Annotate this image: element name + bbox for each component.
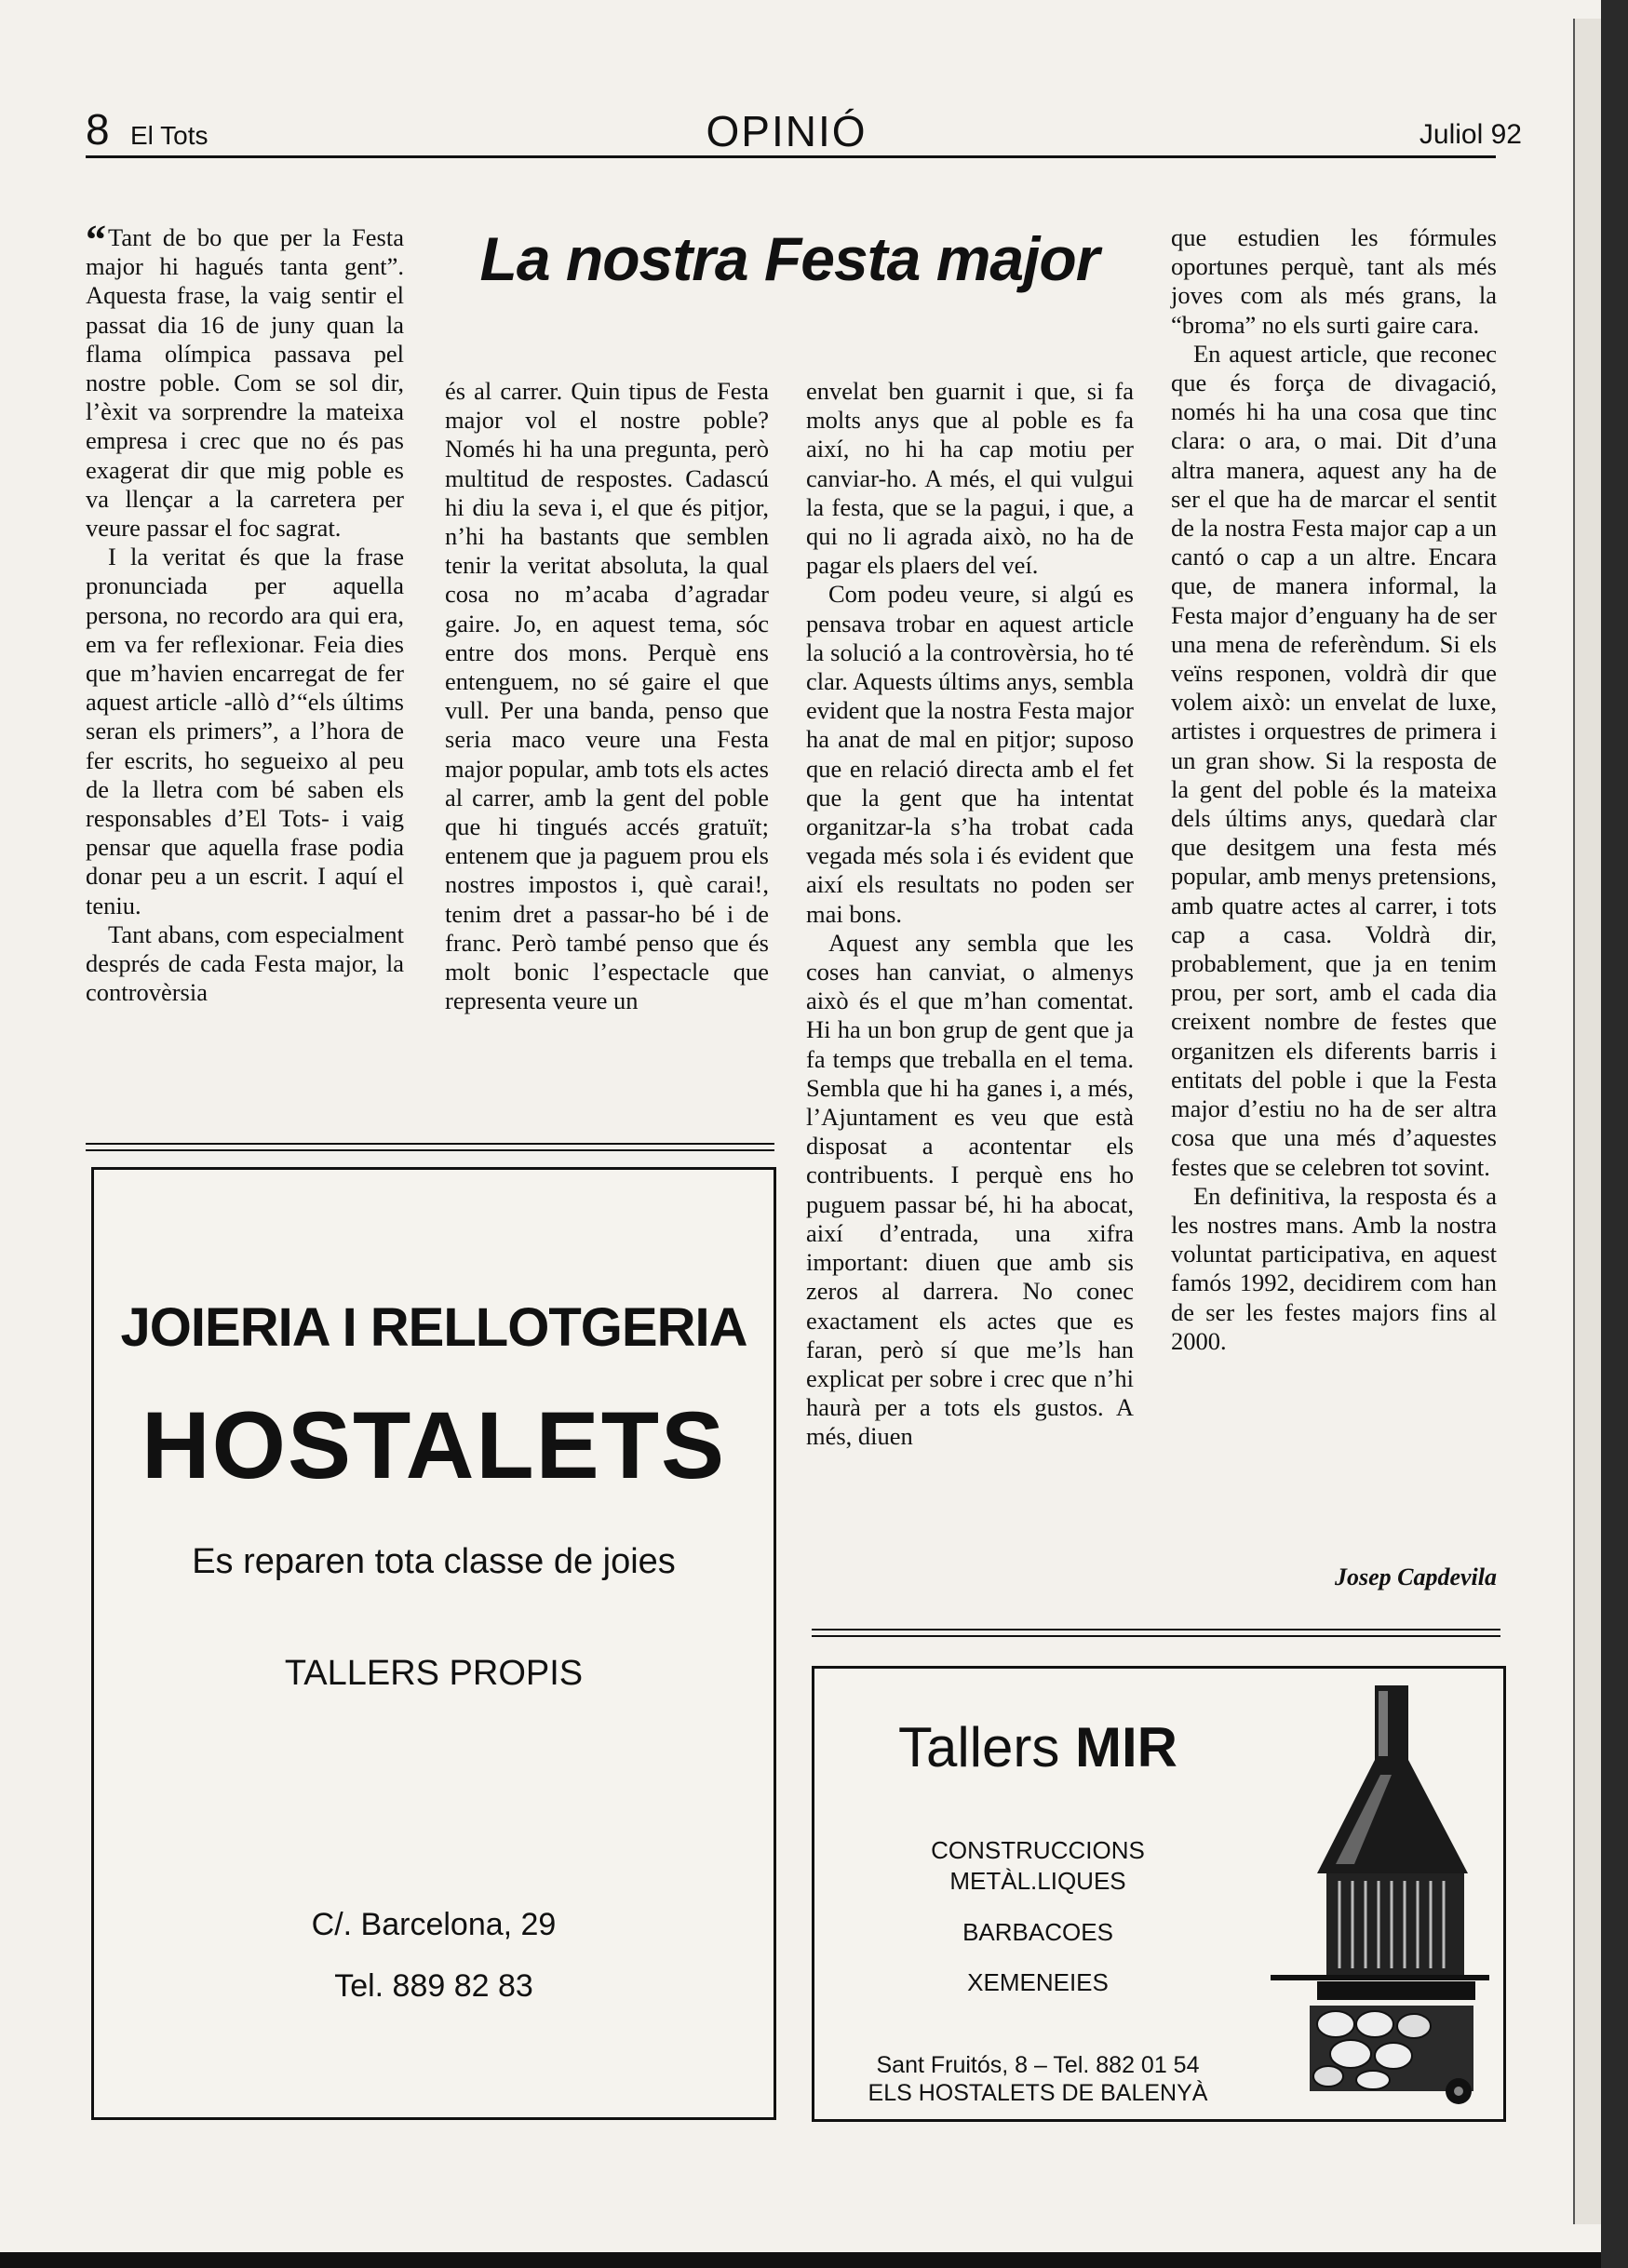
opening-quote-mark: “ (86, 217, 106, 262)
article-column-2 (445, 377, 769, 1015)
ad-service: XEMENEIES (967, 1968, 1109, 1996)
issue-date: Juliol 92 (1419, 119, 1522, 150)
article-paragraph: I la veritat és que la frase pronunciada per aquella persona, no recordo ara qui era, em va fer reflexionar. Feia dies que m’havien encarregat de fer aquest article -allò d’“els últims seran els primers”, a l’hora de fer escrits, ho segueixo al peu de la lletra com bé saben els responsables d’El Tots- i vaig pensar que aquella frase podia donar peu a un escrit. I aquí el teniu. (86, 543, 404, 919)
jewelry-advertisement (91, 1167, 776, 2120)
article-paragraph: En aquest article, que reconec que és força de divagació, només hi ha una cosa que tinc clara: o ara, o mai. Dit d’una altra manera, aquest any ha de ser el que ha de marcar el sentit de la nostra Festa major cap a un cantó o cap a un altre. Encara que, de manera informal, la Festa major d’enguany ha de ser una mena de referèndum. Si els veïns responen, voldrà dir que volem això: un envelat de luxe, artistes i orquestres de primera i un gran show. Si la resposta de la gent del poble és la mateixa dels últims anys, quedarà clar que desitgem una festa més popular, amb menys pretensions, amb quatre actes al carrer, i tots cap a casa. Voldrà dir, probablement, que ja en tenim prou, per sort, amb el cada dia creixent nombre de festes que organitzen els diferents barris i entitats del poble i que la Festa major d’estiu no ha de ser altra cosa que una més d’aquestes festes que se celebren tot sovint. (1171, 339, 1497, 1181)
ad-business-name: HOSTALETS (141, 1392, 727, 1498)
next-page-edge (1573, 19, 1601, 2224)
ad-address: Sant Fruitós, 8 – Tel. 882 01 54 (876, 2052, 1200, 2078)
ad-service: BARBACOES (962, 1918, 1113, 1946)
section-divider (812, 1629, 1500, 1637)
publication-name: El Tots (130, 121, 209, 150)
article-paragraph: “Tant de bo que per la Festa major hi hagués tanta gent”. Aquesta frase, la vaig sentir el passat dia 16 de juny quan la flama olímpica passava pel nostre poble. Com se sol dir, l’èxit va sorprendre la mateixa empresa i crec que no és pas exagerat dir que mig poble es va llençar a la carretera per veure passar el foc sagrat. (86, 217, 404, 543)
metalwork-advertisement (812, 1666, 1506, 2122)
section-title: OPINIÓ (706, 107, 868, 155)
page-number: 8 (86, 105, 110, 154)
article-column-4 (1171, 223, 1497, 1356)
article-paragraph: En definitiva, la resposta és a les nostres mans. Amb la nostra voluntat participativa, en aquest famós 1992, decidirem com han de ser les festes majors fins al 2000. (1171, 1181, 1497, 1355)
article-paragraph: Tant abans, com especialment després de cada Festa major, la controvèrsia (86, 919, 404, 1007)
ad-address: C/. Barcelona, 29 (311, 1907, 557, 1942)
ad-service: CONSTRUCCIONS (931, 1836, 1145, 1864)
article-paragraph: és al carrer. Quin tipus de Festa major vol el nostre poble? Només hi ha una pregunta, però multitud de respostes. Cadascú hi diu la seva i, el que és pitjor, n’hi ha bastants que semblen tenir la veritat absoluta, la qual cosa no m’acaba d’agradar gaire. Jo, en aquest tema, sóc entre dos mons. Perquè ens entenguem, no sé gaire el que vull. Per una banda, penso que seria maco veure una Festa major popular, amb tots els actes al carrer, amb la gent del poble que hi tingués accés gratuït; entenem que ja paguem prou els nostres impostos i, què carai!, tenim dret a passar-ho bé i de franc. Però també penso que és molt bonic l’espectacle que representa veure un (445, 377, 769, 1015)
author-signature: Josep Capdevila (1334, 1563, 1497, 1590)
header-rule (86, 155, 1496, 158)
article-paragraph: envelat ben guarnit i que, si fa molts anys que al poble es fa així, no hi ha cap motiu per canviar-ho. A més, el qui vulgui la festa, que se la pagui, i que, a qui no li agrada això, no ha de pagar els plaers del veí. (806, 377, 1134, 580)
ad-title: JOIERIA I RELLOTGERIA (120, 1297, 747, 1358)
ad-phone: Tel. 889 82 83 (334, 1968, 533, 2004)
ad-service: METÀL.LIQUES (949, 1867, 1126, 1895)
article-paragraph: Com podeu veure, si algú es pensava trobar en aquest article la solució a la controvèrsia, ho té clar. Aquests últims anys, sembla evident que la nostra Festa major ha anat de mal en pitjor; suposo que en relació directa amb el fet que la gent que ha intentat organitzar-la s’ha trobat cada vegada més sola i és evident que així els resultats no poden ser mai bons. (806, 580, 1134, 928)
article-paragraph: Aquest any sembla que les coses han canviat, o almenys això és el que m’han comentat. Hi ha un bon grup de gent que ja fa temps que treballa en el tema. Sembla que hi ha ganes i, a més, l’Ajuntament es veu que està disposat a acontentar els contribuents. I perquè ens ho puguem passar bé, hi ha abocat, així d’entrada, una xifra important: diuen que amb sis zeros al darrera. No conec exactament els actes que es faran, però sí que me’ls han explicat per sobre i crec que n’hi haurà per a tots els gustos. A més, diuen (806, 928, 1134, 1451)
barbecue-illustration (1261, 1678, 1494, 2110)
article-paragraph: que estudien les fórmules oportunes perquè, tant als més joves com als més grans, la “broma” no els surti gaire cara. (1171, 223, 1497, 339)
ad-tagline: Es reparen tota classe de joies (192, 1542, 676, 1581)
section-divider (86, 1143, 774, 1151)
ad-town: ELS HOSTALETS DE BALENYÀ (868, 2080, 1208, 2106)
article-column-1 (86, 217, 404, 1007)
article-column-3 (806, 377, 1134, 1452)
article-headline: La nostra Festa major (479, 224, 1099, 293)
ad-brand: Tallers MIR (897, 1716, 1178, 1778)
ad-workshops: TALLERS PROPIS (284, 1654, 584, 1693)
page-shadow (1601, 0, 1628, 2268)
